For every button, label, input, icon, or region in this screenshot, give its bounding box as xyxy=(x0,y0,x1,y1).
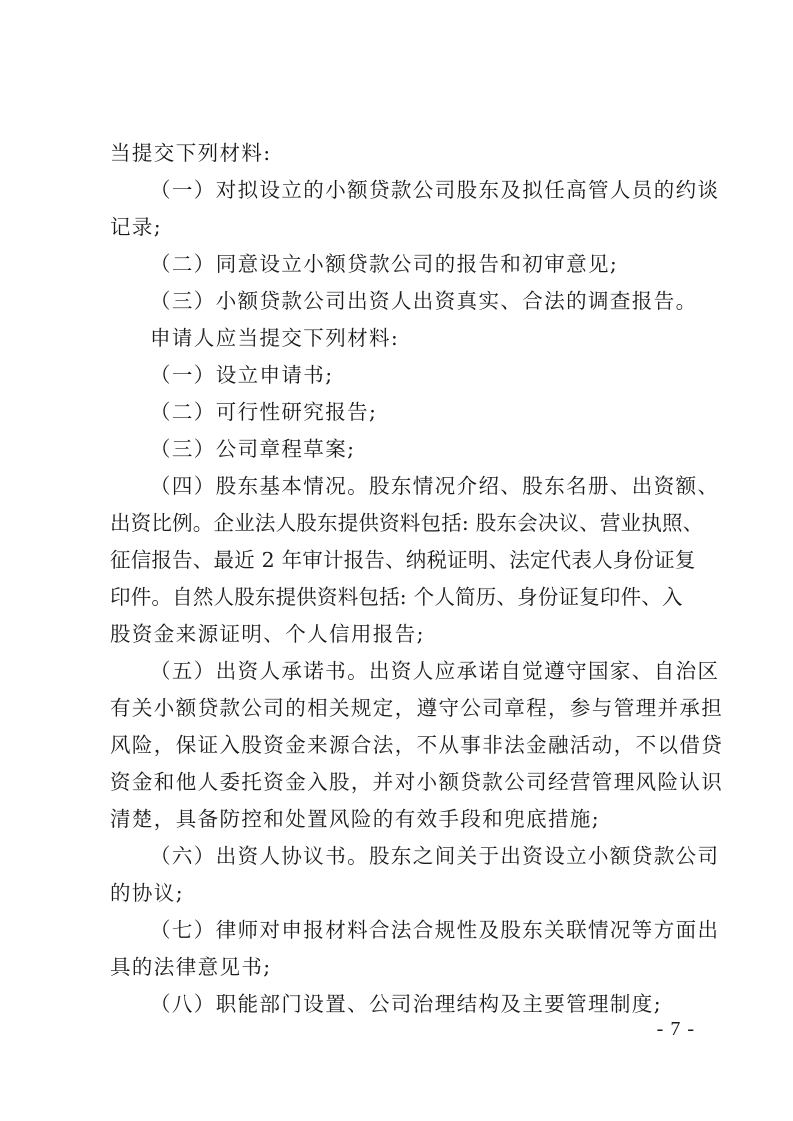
text-line: 当提交下列材料: xyxy=(110,141,272,165)
text-line: 资金和他人委托资金入股，并对小额贷款公司经营管理风险认识 xyxy=(110,770,724,794)
text-line: 印件。自然人股东提供资料包括: 个人简历、身份证复印件、入 xyxy=(110,585,683,609)
text-line: 清楚，具备防控和处置风险的有效手段和兜底措施; xyxy=(110,807,601,831)
text-line: 风险，保证入股资金来源合法，不从事非法金融活动，不以借贷 xyxy=(110,733,724,757)
text-line: （三）公司章程草案; xyxy=(150,437,356,461)
text-line: （三）小额贷款公司出资人出资真实、合法的调查报告。 xyxy=(150,289,698,313)
text-line: 申请人应当提交下列材料: xyxy=(150,326,400,350)
text-line: （八）职能部门设置、公司治理结构及主要管理制度; xyxy=(150,992,663,1016)
text-line: 记录; xyxy=(110,215,163,239)
text-line: 有关小额贷款公司的相关规定，遵守公司章程，参与管理并承担 xyxy=(110,696,724,720)
text-line: 具的法律意见书; xyxy=(110,955,272,979)
text-line: （一）对拟设立的小额贷款公司股东及拟任高管人员的约谈 xyxy=(150,178,720,202)
text-line: （一）设立申请书; xyxy=(150,363,334,387)
document-body xyxy=(110,135,724,1023)
text-line: 征信报告、最近 2 年审计报告、纳税证明、法定代表人身份证复 xyxy=(110,548,696,572)
text-line: 股资金来源证明、个人信用报告; xyxy=(110,622,425,646)
text-line: （四）股东基本情况。股东情况介绍、股东名册、出资额、 xyxy=(150,474,720,498)
text-line: （五）出资人承诺书。出资人应承诺自觉遵守国家、自治区 xyxy=(150,659,720,683)
text-line: 出资比例。企业法人股东提供资料包括: 股东会决议、营业执照、 xyxy=(110,511,704,535)
text-line: （六）出资人协议书。股东之间关于出资设立小额贷款公司 xyxy=(150,844,720,868)
page-number: - 7 - xyxy=(656,1018,695,1040)
text-line: 的协议; xyxy=(110,881,185,905)
text-line: （二）可行性研究报告; xyxy=(150,400,378,424)
text-line: （七）律师对申报材料合法合规性及股东关联情况等方面出 xyxy=(150,918,720,942)
text-line: （二）同意设立小额贷款公司的报告和初审意见; xyxy=(150,252,619,276)
